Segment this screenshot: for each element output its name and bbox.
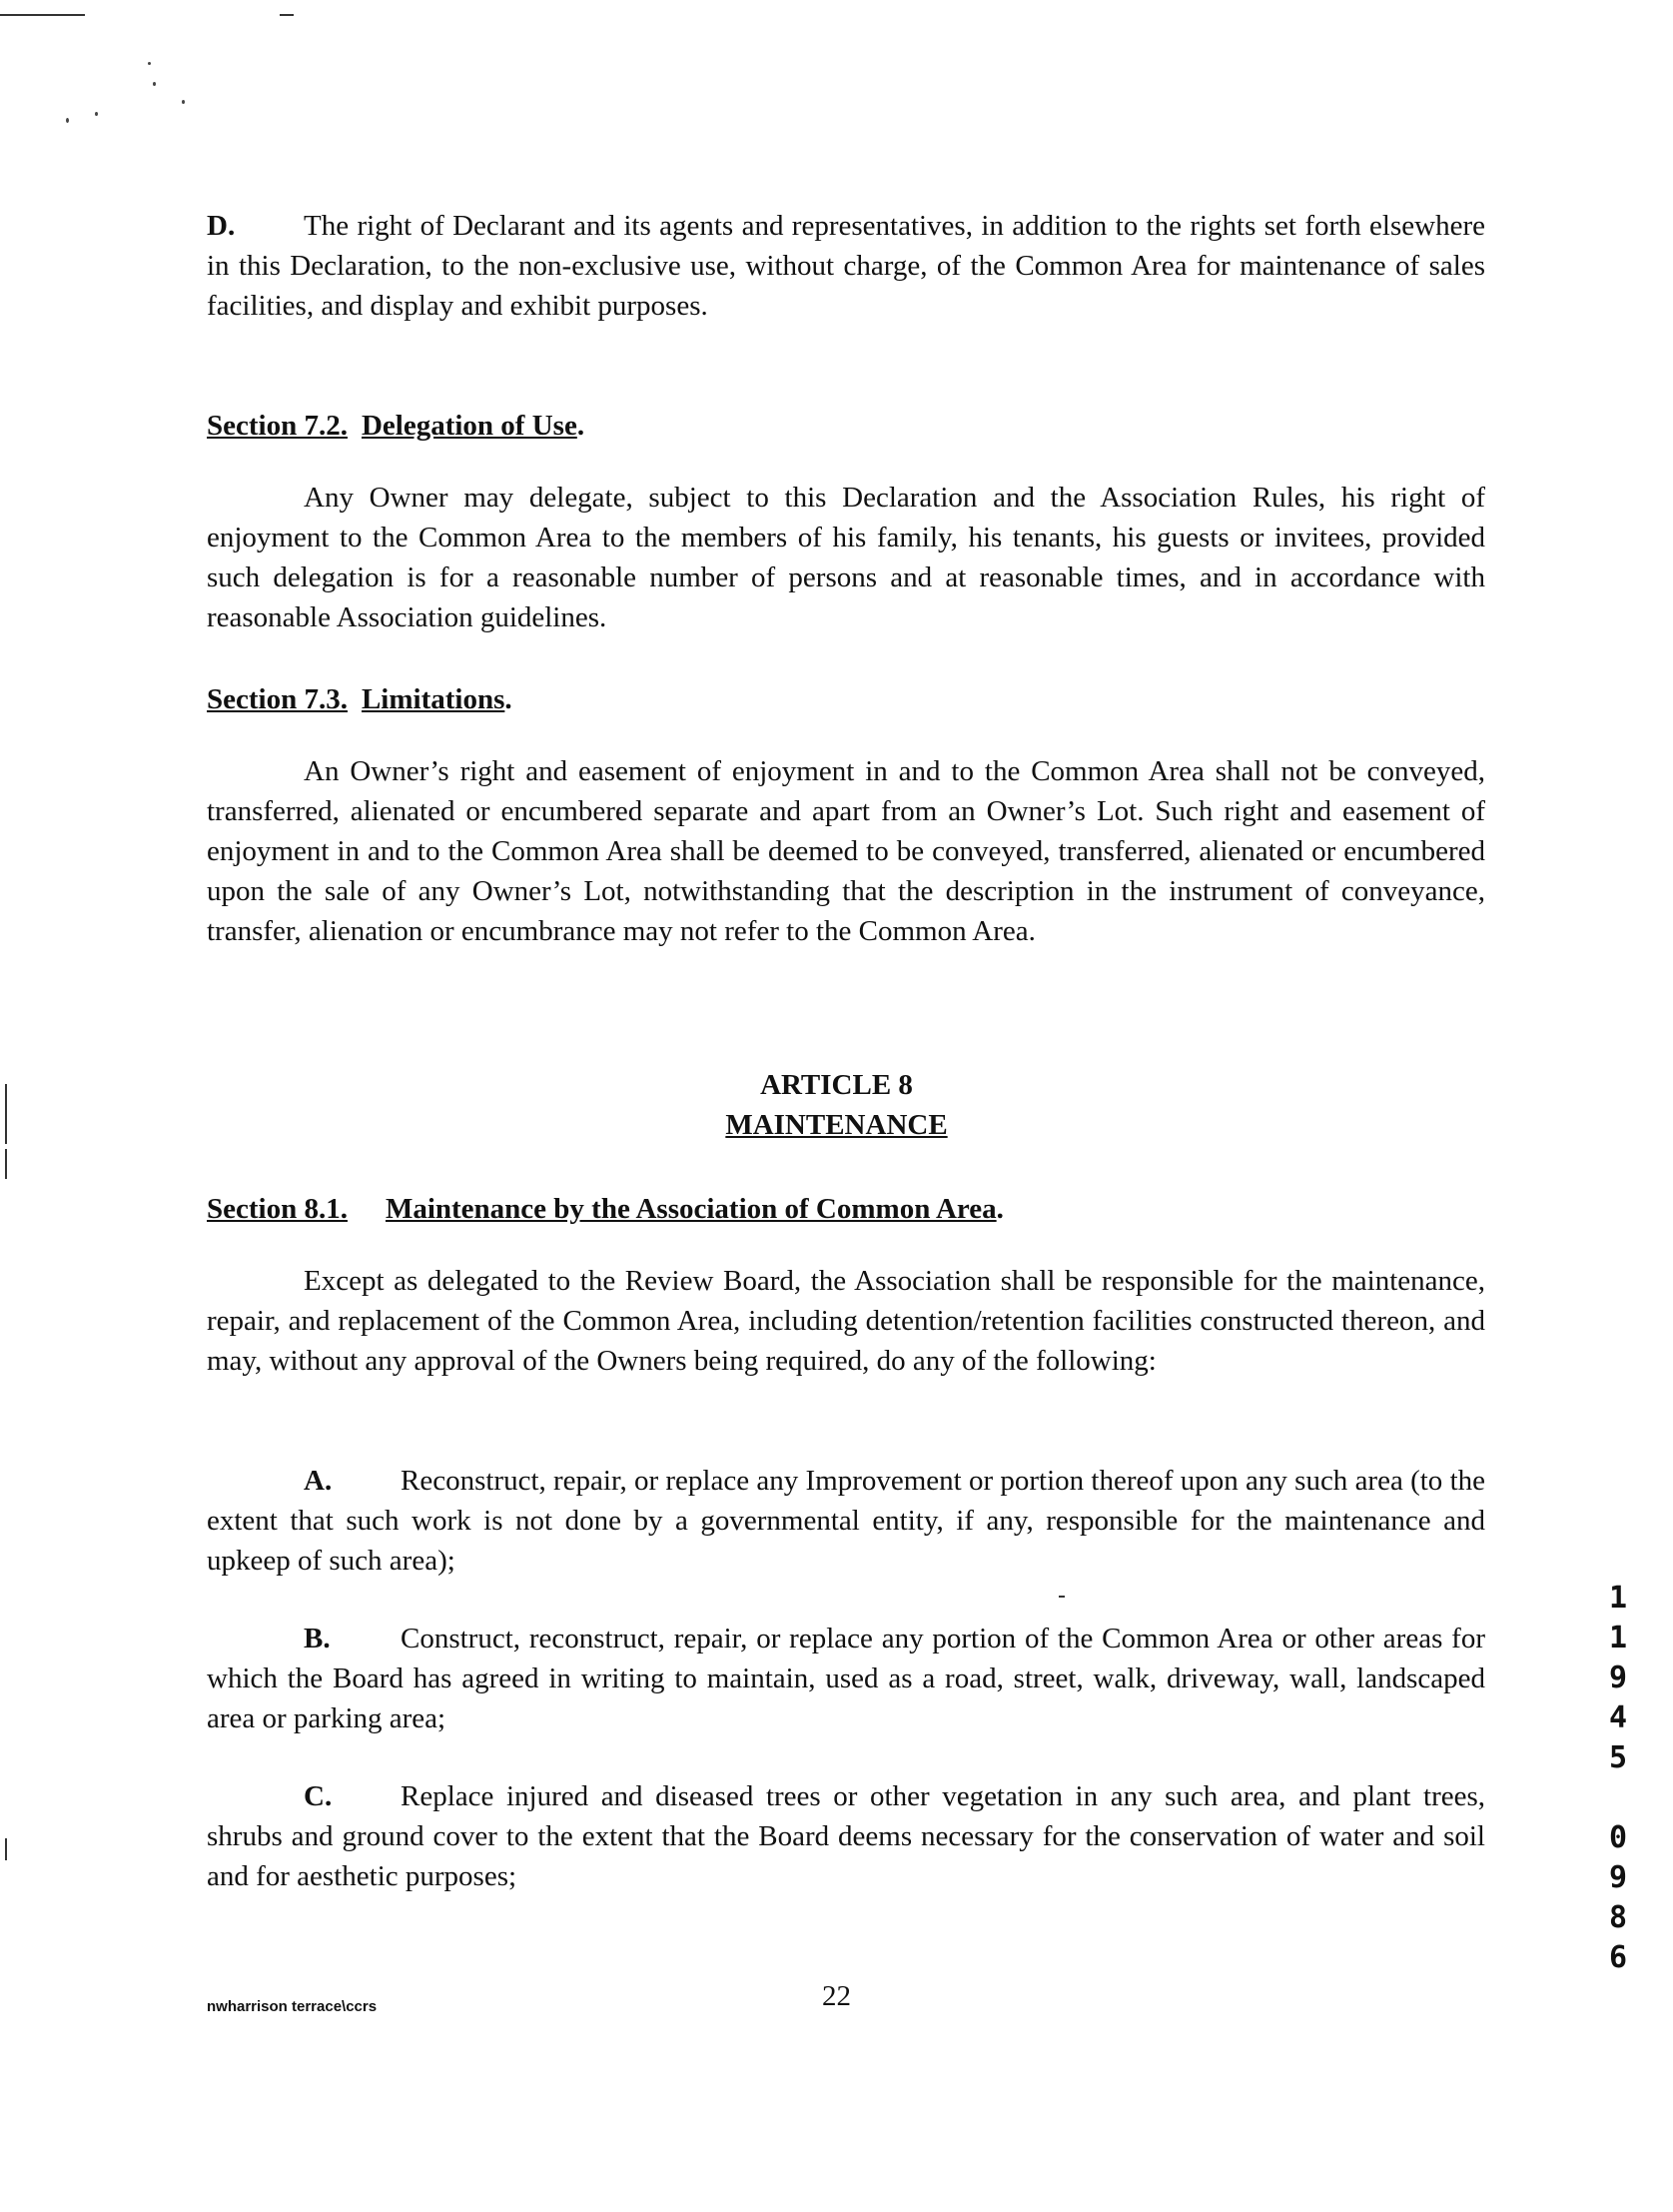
page-number: 22	[822, 1980, 851, 2012]
section-7-3-body: An Owner’s right and easement of enjoyment in and to the Common Area shall not be conveyed, transferred, alienated or encumbered separate and apart from an Owner’s Lot. Such right and easement of enjoyment in and to the Common Area shall be deemed to be conveyed, transferred, alienated or encumbered upon the sale of any Owner’s Lot, notwithstanding that the description in the instrument of conveyance, transfer, alienation or encumbrance may not refer to the Common Area.	[207, 755, 1485, 947]
item-d-text: The right of Declarant and its agents and representatives, in addition to the rights set forth elsewhere in this Declaration, to the non-exclusive use, without charge, of the Common Area for maintenance of sales facilities, and display and exhibit purposes.	[207, 210, 1485, 322]
article-number: ARTICLE 8	[760, 1069, 913, 1101]
scan-speck	[153, 82, 156, 86]
stamp-digit: 0	[1608, 1820, 1628, 1855]
scan-speck	[95, 112, 98, 116]
scan-speck	[182, 100, 185, 104]
stamp-digit: 6	[1608, 1940, 1628, 1975]
item-b-text: Construct, reconstruct, repair, or replace any portion of the Common Area or other areas for which the Board has agreed in writing to maintain, used as a road, street, walk, driveway, wall, landscaped area or parking area;	[207, 1623, 1485, 1734]
section-7-3-heading: Section 7.3. Limitations.	[207, 683, 512, 715]
item-c-paragraph	[207, 1776, 1485, 1896]
article-title: MAINTENANCE	[725, 1109, 948, 1141]
scan-dash	[1059, 1596, 1065, 1598]
section-8-1-heading: Section 8.1. Maintenance by the Association of Common Area.	[207, 1193, 1004, 1225]
item-a-text: Reconstruct, repair, or replace any Improvement or portion thereof upon any such area (to the extent that such work is not done by a governmental entity, if any, responsible for the maintenance and upkeep of such area);	[207, 1465, 1485, 1577]
footer-file-path: nwharrison terrace\ccrs	[207, 1998, 378, 2015]
scan-mark-top-left	[0, 14, 85, 16]
item-a-paragraph	[207, 1461, 1485, 1581]
section-8-1-number: Section 8.1.	[207, 1193, 348, 1225]
stamp-digit: 8	[1608, 1900, 1628, 1935]
item-d-paragraph	[207, 206, 1485, 326]
scan-mark-top	[280, 14, 294, 16]
stamp-digit: 4	[1608, 1700, 1628, 1735]
item-d-label: D.	[207, 210, 236, 242]
section-8-1-title: Maintenance by the Association of Common Area	[385, 1193, 997, 1225]
stamp-digit: 1	[1608, 1581, 1628, 1616]
scan-margin-line	[5, 1838, 7, 1860]
stamp-digit: 9	[1608, 1660, 1628, 1695]
item-a-label: A.	[304, 1465, 333, 1497]
section-7-3-number: Section 7.3.	[207, 683, 348, 715]
section-7-2-body: Any Owner may delegate, subject to this Declaration and the Association Rules, his right of enjoyment to the Common Area to the members of his family, his tenants, his guests or invitees, provided such delegation is for a reasonable number of persons and at reasonable times, and in accordance with reasonable Association guidelines.	[207, 482, 1485, 633]
stamp-digit: 1	[1608, 1621, 1628, 1656]
item-c-label: C.	[304, 1780, 333, 1812]
stamp-digit: 5	[1608, 1740, 1628, 1775]
article-8-heading	[0, 1065, 1673, 1145]
scan-speck	[66, 118, 69, 123]
section-8-1-body: Except as delegated to the Review Board, the Association shall be responsible for the maintenance, repair, and replacement of the Common Area, including detention/retention facilities constructed thereon, and may, without any approval of the Owners being required, do any of the following:	[207, 1265, 1485, 1377]
scan-speck	[148, 62, 151, 65]
section-7-3-title: Limitations	[361, 683, 505, 715]
scan-margin-line	[5, 1149, 7, 1179]
stamp-digit: 9	[1608, 1860, 1628, 1895]
section-7-2-heading: Section 7.2. Delegation of Use.	[207, 410, 585, 442]
section-7-2-title: Delegation of Use	[361, 410, 577, 442]
section-7-2-number: Section 7.2.	[207, 410, 348, 442]
item-c-text: Replace injured and diseased trees or other vegetation in any such area, and plant trees, shrubs and ground cover to the extent that the Board deems necessary for the conservation of water and soil and for aesthetic purposes;	[207, 1780, 1485, 1892]
item-b-label: B.	[304, 1623, 331, 1655]
recording-number-stamp	[1598, 1579, 1638, 1978]
item-b-paragraph	[207, 1619, 1485, 1738]
